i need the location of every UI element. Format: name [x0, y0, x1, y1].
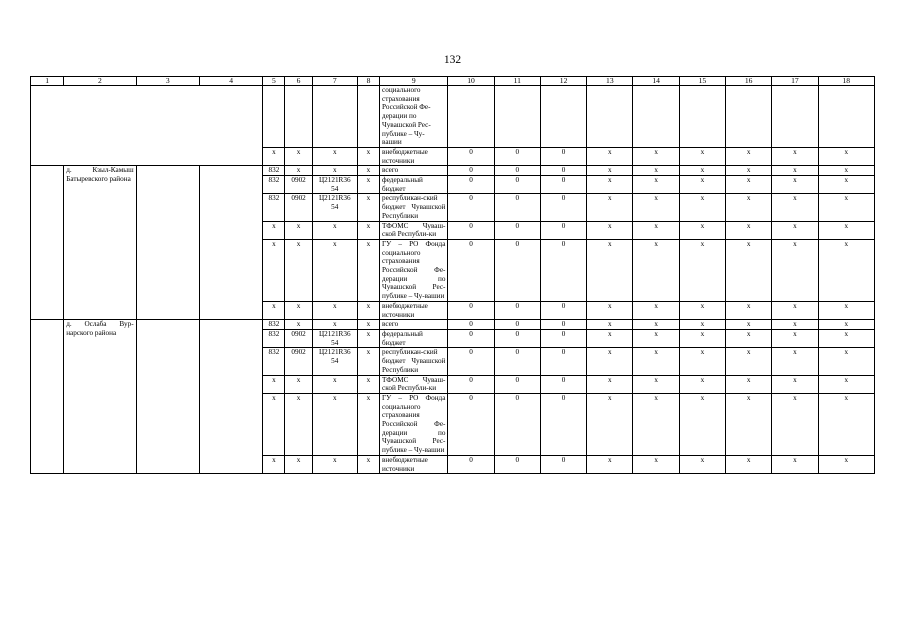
cell-c17: x [772, 239, 818, 301]
cell-c6: 0902 [285, 194, 312, 221]
cell-c8: x [357, 348, 379, 375]
cell-c10: 0 [448, 329, 494, 347]
cell-c7: Ц2121R36 54 [312, 329, 357, 347]
cell-c9: внебюджетные источники [380, 147, 448, 165]
cell-c18: x [818, 320, 874, 330]
cell-c11: 0 [494, 348, 540, 375]
cell-c17: x [772, 455, 818, 473]
cell-c9: республикан-ский бюджет Чувашской Республики [380, 194, 448, 221]
cell-c5: 832 [263, 194, 285, 221]
cell-c8: x [357, 301, 379, 319]
empty-cell [199, 320, 262, 474]
cell-c16: x [726, 176, 772, 194]
cell-c9: республикан-ский бюджет Чувашской Республики [380, 348, 448, 375]
cell-c5: x [263, 301, 285, 319]
column-header: 7 [312, 77, 357, 86]
cell-c6: x [285, 221, 312, 239]
cell-c7: x [312, 166, 357, 176]
column-header: 15 [679, 77, 725, 86]
cell-c12: 0 [540, 301, 586, 319]
cell-c7: Ц2121R36 54 [312, 176, 357, 194]
cell-c17: x [772, 147, 818, 165]
cell-c14: x [633, 194, 679, 221]
cell-c8: x [357, 320, 379, 330]
cell-c13: x [587, 329, 633, 347]
column-header: 11 [494, 77, 540, 86]
cell-c7: x [312, 221, 357, 239]
source-tail-line: Российской Фе- [382, 103, 431, 112]
cell-c8: x [357, 393, 379, 455]
cell-c18: x [818, 329, 874, 347]
cell-c7: x [312, 320, 357, 330]
cell-c7: x [312, 375, 357, 393]
cell-c6: x [285, 393, 312, 455]
empty-cell [448, 86, 494, 148]
empty-cell [285, 86, 312, 148]
cell-c11: 0 [494, 301, 540, 319]
column-header: 16 [726, 77, 772, 86]
cell-c5: x [263, 147, 285, 165]
cell-c9: федеральный бюджет [380, 329, 448, 347]
cell-c7: x [312, 455, 357, 473]
cell-c10: 0 [448, 320, 494, 330]
cell-c11: 0 [494, 393, 540, 455]
cell-c8: x [357, 455, 379, 473]
cell-c16: x [726, 166, 772, 176]
cell-c8: x [357, 375, 379, 393]
cell-c10: 0 [448, 301, 494, 319]
cell-c7: x [312, 393, 357, 455]
cell-c16: x [726, 301, 772, 319]
cell-c12: 0 [540, 455, 586, 473]
source-tail-line: вашии [382, 138, 402, 147]
cell-c6: x [285, 375, 312, 393]
table-row [31, 166, 875, 176]
cell-c12: 0 [540, 320, 586, 330]
cell-c11: 0 [494, 166, 540, 176]
cell-c12: 0 [540, 348, 586, 375]
cell-c14: x [633, 329, 679, 347]
cell-c17: x [772, 194, 818, 221]
cell-c14: x [633, 375, 679, 393]
cell-c12: 0 [540, 329, 586, 347]
cell-c8: x [357, 176, 379, 194]
cell-c16: x [726, 348, 772, 375]
cell-c10: 0 [448, 221, 494, 239]
cell-c16: x [726, 320, 772, 330]
cell-c12: 0 [540, 166, 586, 176]
cell-c5: 832 [263, 176, 285, 194]
cell-c11: 0 [494, 176, 540, 194]
empty-cell [494, 86, 540, 148]
cell-c5: 832 [263, 166, 285, 176]
cell-c10: 0 [448, 393, 494, 455]
cell-c6: x [285, 239, 312, 301]
source-tail-line: публике – Чу- [382, 129, 425, 138]
cell-c12: 0 [540, 194, 586, 221]
cell-c15: x [679, 147, 725, 165]
cell-c8: x [357, 329, 379, 347]
empty-cell [587, 86, 633, 148]
cell-c8: x [357, 166, 379, 176]
cell-c12: 0 [540, 239, 586, 301]
cell-c15: x [679, 239, 725, 301]
cell-c15: x [679, 329, 725, 347]
cell-c14: x [633, 455, 679, 473]
cell-c15: x [679, 320, 725, 330]
cell-c15: x [679, 176, 725, 194]
empty-cell [136, 320, 199, 474]
cell-c18: x [818, 239, 874, 301]
cell-c6: 0902 [285, 176, 312, 194]
column-header: 1 [31, 77, 64, 86]
cell-c18: x [818, 301, 874, 319]
cell-c17: x [772, 176, 818, 194]
cell-c12: 0 [540, 375, 586, 393]
column-header: 12 [540, 77, 586, 86]
cell-c18: x [818, 166, 874, 176]
page-number: 132 [443, 54, 462, 66]
cell-c11: 0 [494, 147, 540, 165]
cell-c13: x [587, 194, 633, 221]
cell-c14: x [633, 320, 679, 330]
column-header: 3 [136, 77, 199, 86]
cell-c10: 0 [448, 194, 494, 221]
cell-c15: x [679, 393, 725, 455]
cell-c6: x [285, 166, 312, 176]
empty-cell [263, 86, 285, 148]
cell-c5: x [263, 393, 285, 455]
cell-c16: x [726, 239, 772, 301]
cell-c16: x [726, 194, 772, 221]
cell-c9: внебюджетные источники [380, 301, 448, 319]
cell-c11: 0 [494, 375, 540, 393]
cell-c9: федеральный бюджет [380, 176, 448, 194]
column-header-row [31, 77, 875, 86]
cell-c5: x [263, 221, 285, 239]
source-tail-line: Чувашской Рес- [382, 120, 431, 129]
cell-c12: 0 [540, 221, 586, 239]
empty-cell [772, 86, 818, 148]
cell-c5: x [263, 375, 285, 393]
cell-c13: x [587, 147, 633, 165]
cell-c16: x [726, 393, 772, 455]
continued-object-cell [31, 86, 263, 166]
cell-c10: 0 [448, 147, 494, 165]
budget-table [30, 76, 875, 474]
cell-c6: 0902 [285, 348, 312, 375]
cell-c14: x [633, 176, 679, 194]
cell-c17: x [772, 320, 818, 330]
cell-c5: 832 [263, 348, 285, 375]
cell-c12: 0 [540, 393, 586, 455]
empty-cell [726, 86, 772, 148]
cell-c13: x [587, 375, 633, 393]
cell-c16: x [726, 375, 772, 393]
cell-c17: x [772, 329, 818, 347]
cell-c18: x [818, 194, 874, 221]
cell-c11: 0 [494, 239, 540, 301]
cell-c15: x [679, 221, 725, 239]
cell-c18: x [818, 348, 874, 375]
cell-c16: x [726, 455, 772, 473]
cell-c13: x [587, 455, 633, 473]
column-header: 6 [285, 77, 312, 86]
cell-c14: x [633, 239, 679, 301]
cell-c17: x [772, 393, 818, 455]
cell-c17: x [772, 375, 818, 393]
source-tail-cell [380, 86, 448, 148]
column-header: 5 [263, 77, 285, 86]
cell-c15: x [679, 375, 725, 393]
source-tail-line: социального [382, 86, 421, 94]
cell-c16: x [726, 147, 772, 165]
cell-c7: x [312, 239, 357, 301]
cell-c10: 0 [448, 375, 494, 393]
cell-c7: Ц2121R36 54 [312, 194, 357, 221]
column-header: 18 [818, 77, 874, 86]
source-tail-line: дерации по [382, 112, 417, 121]
cell-c10: 0 [448, 239, 494, 301]
column-header: 13 [587, 77, 633, 86]
cell-c13: x [587, 221, 633, 239]
cell-c17: x [772, 166, 818, 176]
cell-c9: ГУ – РО Фонда социального страхования Российской Фе-дерации по Чувашской Рес-публике – Чу-вашии [380, 393, 448, 455]
cell-c13: x [587, 166, 633, 176]
cell-c15: x [679, 194, 725, 221]
empty-cell [357, 86, 379, 148]
cell-c9: всего [380, 166, 448, 176]
cell-c11: 0 [494, 194, 540, 221]
cell-c11: 0 [494, 455, 540, 473]
cell-c12: 0 [540, 176, 586, 194]
cell-c9: ГУ – РО Фонда социального страхования Российской Фе-дерации по Чувашской Рес-публике – Чу-вашии [380, 239, 448, 301]
cell-c18: x [818, 375, 874, 393]
cell-c14: x [633, 166, 679, 176]
cell-c5: 832 [263, 320, 285, 330]
cell-c15: x [679, 348, 725, 375]
cell-c13: x [587, 320, 633, 330]
cell-c5: 832 [263, 329, 285, 347]
cell-c18: x [818, 221, 874, 239]
column-header: 10 [448, 77, 494, 86]
empty-cell [633, 86, 679, 148]
cell-c14: x [633, 301, 679, 319]
empty-cell [199, 166, 262, 320]
cell-c14: x [633, 147, 679, 165]
cell-c10: 0 [448, 455, 494, 473]
empty-cell [540, 86, 586, 148]
column-header: 2 [64, 77, 136, 86]
cell-c8: x [357, 147, 379, 165]
cell-c18: x [818, 455, 874, 473]
cell-c8: x [357, 194, 379, 221]
cell-c13: x [587, 393, 633, 455]
cell-c16: x [726, 221, 772, 239]
empty-cell [679, 86, 725, 148]
empty-cell [818, 86, 874, 148]
cell-c15: x [679, 166, 725, 176]
cell-c8: x [357, 221, 379, 239]
cell-c12: 0 [540, 147, 586, 165]
cell-c7: x [312, 301, 357, 319]
column-header: 17 [772, 77, 818, 86]
cell-c6: x [285, 320, 312, 330]
cell-c5: x [263, 239, 285, 301]
cell-c6: x [285, 147, 312, 165]
column-header: 9 [380, 77, 448, 86]
cell-c6: 0902 [285, 329, 312, 347]
cell-c13: x [587, 301, 633, 319]
cell-c14: x [633, 348, 679, 375]
cell-c14: x [633, 393, 679, 455]
row-number-cell [31, 166, 64, 320]
cell-c10: 0 [448, 176, 494, 194]
source-tail-line: страхования [382, 94, 420, 103]
cell-c9: всего [380, 320, 448, 330]
settlement-name: д. Ослаба Вур-нарского района [64, 320, 136, 474]
cell-c5: x [263, 455, 285, 473]
cell-c13: x [587, 176, 633, 194]
cell-c18: x [818, 393, 874, 455]
cell-c11: 0 [494, 320, 540, 330]
table-row [31, 86, 875, 148]
cell-c8: x [357, 239, 379, 301]
table-row [31, 320, 875, 330]
cell-c13: x [587, 239, 633, 301]
cell-c18: x [818, 147, 874, 165]
cell-c15: x [679, 455, 725, 473]
column-header: 8 [357, 77, 379, 86]
cell-c10: 0 [448, 348, 494, 375]
cell-c6: x [285, 455, 312, 473]
cell-c16: x [726, 329, 772, 347]
cell-c17: x [772, 301, 818, 319]
cell-c14: x [633, 221, 679, 239]
column-header: 14 [633, 77, 679, 86]
cell-c11: 0 [494, 221, 540, 239]
settlement-name: д. Кзыл-Камыш Батыревского района [64, 166, 136, 320]
cell-c9: ТФОМС Чуваш-ской Республи-ки [380, 375, 448, 393]
cell-c17: x [772, 348, 818, 375]
cell-c9: внебюджетные источники [380, 455, 448, 473]
cell-c6: x [285, 301, 312, 319]
empty-cell [312, 86, 357, 148]
cell-c15: x [679, 301, 725, 319]
cell-c7: x [312, 147, 357, 165]
cell-c17: x [772, 221, 818, 239]
cell-c18: x [818, 176, 874, 194]
cell-c10: 0 [448, 166, 494, 176]
cell-c13: x [587, 348, 633, 375]
empty-cell [136, 166, 199, 320]
cell-c9: ТФОМС Чуваш-ской Республи-ки [380, 221, 448, 239]
row-number-cell [31, 320, 64, 474]
column-header: 4 [199, 77, 262, 86]
cell-c7: Ц2121R36 54 [312, 348, 357, 375]
cell-c11: 0 [494, 329, 540, 347]
